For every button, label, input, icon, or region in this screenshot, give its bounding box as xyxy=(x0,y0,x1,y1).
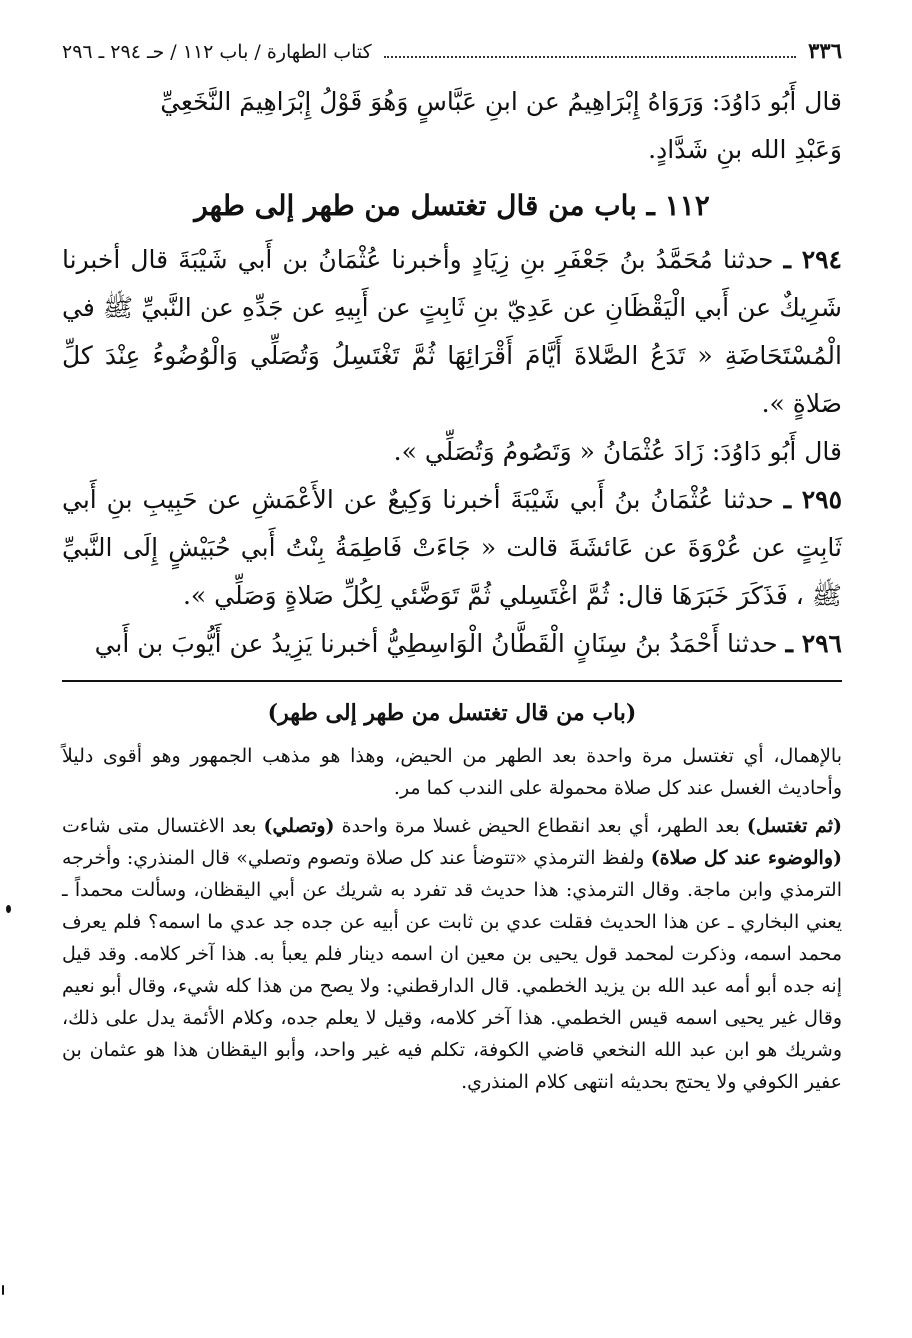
commentary-divider xyxy=(62,680,842,682)
hadith-295-number: ٢٩٥ ـ xyxy=(783,485,843,514)
running-title: كتاب الطهارة / باب ١١٢ / حـ ٢٩٤ ـ ٢٩٦ xyxy=(62,41,372,63)
chapter-word: باب xyxy=(594,189,637,222)
intro-line-1: قال أَبُو دَاوُدَ: وَرَوَاهُ إِبْرَاهِيمُ عن ابنِ عَبَّاسٍ وَهُوَ قَوْلُ إِبْرَاهِيمَ النَّخَعِيِّ xyxy=(160,87,842,116)
hadith-294-text: حدثنا مُحَمَّدُ بنُ جَعْفَرِ بنِ زِيَادٍ وأخبرنا عُثْمَانُ بن أَبي شَيْبَةَ قال أخبرنا شَرِيكٌ عن أَبي الْيَقْظَانِ عن عَدِيّ بنِ ثَابِتٍ عن أَبِيهِ عن جَدِّهِ عن النَّبيِّ ﷺ في الْمُسْتَحَاضَةِ « تَدَعُ الصَّلاةَ أَيَّامَ أَقْرَائِهَا ثُمَّ تَغْتَسِلُ وَتُصَلِّي وَالْوُضُوءُ عِنْدَ كلِّ صَلاةٍ ». xyxy=(62,245,842,418)
hadith-295 xyxy=(62,476,842,620)
book-page xyxy=(62,34,842,1098)
hadith-296 xyxy=(62,620,842,668)
hadith-296-text: حدثنا أَحْمَدُ بنُ سِنَانٍ الْقَطَّانُ الْوَاسِطِيُّ أخبرنا يَزِيدُ عن أَيُّوبَ بن أَبي xyxy=(94,629,778,658)
lemma-and-pray: (وتصلي) xyxy=(263,815,335,837)
chapter-heading xyxy=(62,178,842,234)
commentary-text-2: بعد الاغتسال متى شاءت xyxy=(62,815,264,837)
lemma-then-bathe: (ثم تغتسل) xyxy=(746,815,842,837)
scan-speck xyxy=(6,905,11,913)
chapter-number: ١١٢ ـ xyxy=(646,189,710,222)
commentary-title: (باب من قال تغتسل من طهر إلى طهر) xyxy=(267,700,637,726)
hadith-294 xyxy=(62,236,842,428)
page-number: ٣٣٦ xyxy=(808,38,842,63)
lemma-ablution: (والوضوء عند كل صلاة) xyxy=(650,847,842,869)
hadith-296-number: ٢٩٦ ـ xyxy=(785,629,842,658)
commentary xyxy=(62,690,842,1098)
commentary-paragraph-1: بالإهمال، أي تغتسل مرة واحدة بعد الطهر من الحيض، وهذا هو مذهب الجمهور وهو أقوى دليلاً وأحاديث الغسل عند كل صلاة محمولة على الندب كما مر. xyxy=(62,745,842,799)
commentary-text-1: بعد الطهر، أي بعد انقطاع الحيض غسلا مرة واحدة xyxy=(334,815,747,837)
hadith-294-addition: قال أَبُو دَاوُدَ: زَادَ عُثْمَانُ « وَتَصُومُ وَتُصَلِّي ». xyxy=(393,437,842,466)
commentary-text-3: ولفظ الترمذي «تتوضأ عند كل صلاة وتصوم وتصلي» قال المنذري: وأخرجه الترمذي وابن ماجة. وقال الترمذي: هذا حديث قد تفرد به شريك عن أبي اليقظان، وسألت محمداً ـ يعني البخاري ـ عن هذا الحديث فقلت عدي بن ثابت عن أبيه عن جده جد عدي ما اسمه؟ فلم يعرف محمد اسمه، وذكرت لمحمد قول يحيى بن معين ان اسمه دينار فلم يعبأ به. هذا آخر كلامه. وقد قيل إنه جده أبو أمه عبد الله بن يزيد الخطمي. قال الدارقطني: ولا يصح من هذا كله شيء، وقال أبو نعيم وقال غير يحيى اسمه قيس الخطمي. هذا آخر كلامه، وقيل لا يعلم جده، وكلام الأئمة يدل على ذلك، وشريك هو ابن عبد الله النخعي قاضي الكوفة، تكلم فيه غير واحد، وأبو اليقظان هذا هو عثمان بن عفير الكوفي ولا يحتج بحديثه انتهى كلام المنذري. xyxy=(62,847,842,1093)
commentary-paragraph-2 xyxy=(62,810,842,1098)
intro-line-2: وَعَبْدِ الله بنِ شَدَّادٍ. xyxy=(648,135,842,164)
hadith-295-text: حدثنا عُثْمَانُ بنُ أَبي شَيْبَةَ أخبرنا وَكِيعٌ عن الأَعْمَشِ عن حَبِيبِ بنِ أَبي ثَابِتٍ عن عُرْوَةَ عن عَائشَةَ قالت « جَاءَتْ فَاطِمَةُ بِنْتُ أَبي حُبَيْشٍ إِلَى النَّبيِّ ﷺ ، فَذَكَرَ خَبَرَهَا قال: ثُمَّ اغْتَسِلي ثُمَّ تَوَضَّئي لِكُلِّ صَلاةٍ وَصَلِّي ». xyxy=(62,485,842,610)
scan-speck xyxy=(2,1285,4,1295)
hadith-294-number: ٢٩٤ ـ xyxy=(783,245,842,274)
chapter-title: من قال تغتسل من طهر إلى طهر xyxy=(194,189,585,222)
main-text xyxy=(62,78,842,668)
header-dotted-leader xyxy=(384,42,796,58)
page-header xyxy=(62,34,842,68)
